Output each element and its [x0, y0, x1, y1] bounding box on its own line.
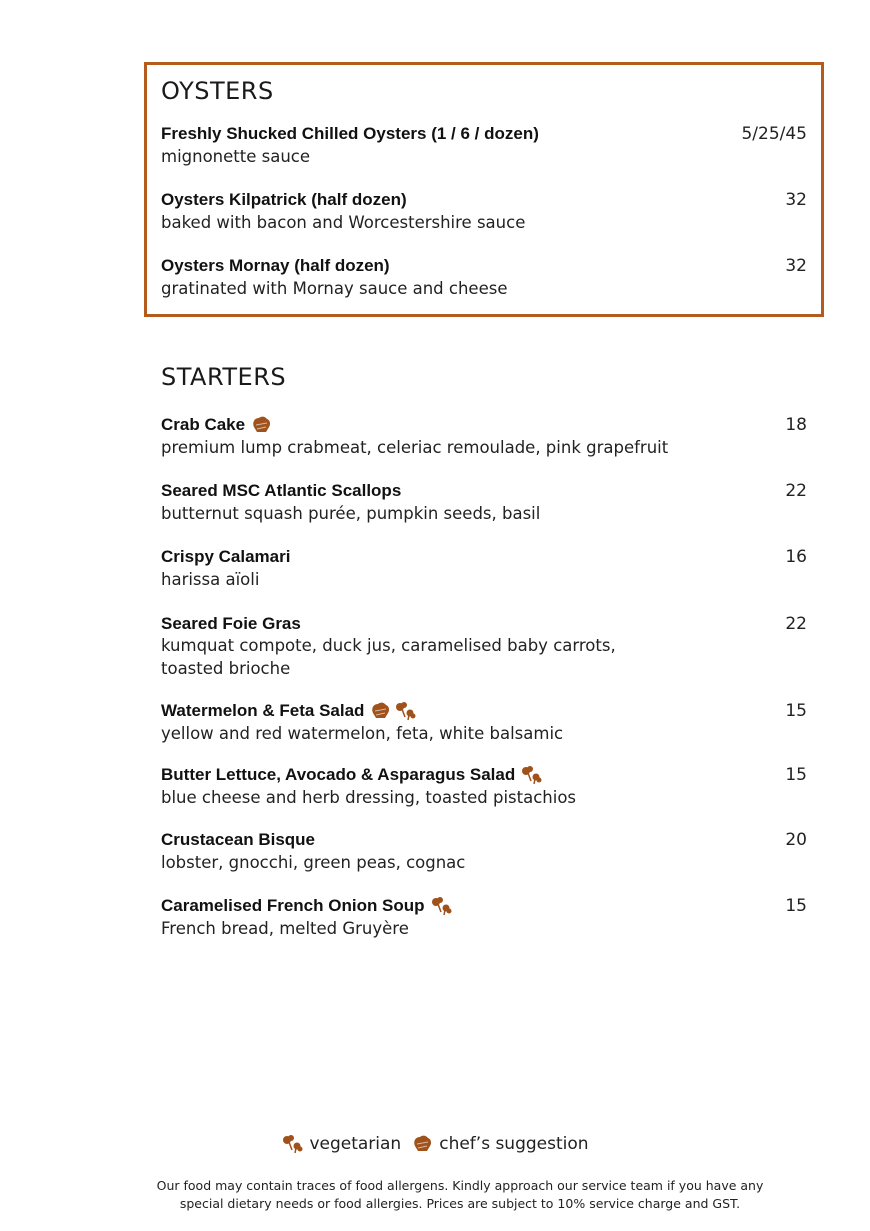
item-name: Freshly Shucked Chilled Oysters (1 / 6 / dozen): [161, 124, 539, 143]
item-description: harissa aïoli: [161, 570, 260, 589]
menu-item: [161, 698, 807, 745]
menu-item: [161, 187, 807, 234]
chef-suggestion-label: chef’s suggestion: [439, 1134, 589, 1154]
item-price: 22: [785, 481, 807, 501]
item-price: 15: [785, 701, 807, 721]
item-price: 15: [785, 896, 807, 916]
item-description: lobster, gnocchi, green peas, cognac: [161, 853, 466, 872]
item-name: Crab Cake: [161, 415, 246, 434]
item-name: Seared MSC Atlantic Scallops: [161, 481, 402, 500]
item-description: kumquat compote, duck jus, caramelised baby carrots,: [161, 636, 616, 655]
item-name-row: [161, 765, 542, 785]
item-price: 16: [785, 547, 807, 567]
menu-item: [161, 762, 807, 809]
allergen-note-line1: Our food may contain traces of food allergens. Kindly approach our service team if you have any: [156, 1178, 764, 1193]
menu-item: [161, 827, 807, 874]
menu-item: [161, 544, 807, 591]
oysters-section-title: OYSTERS: [161, 77, 274, 105]
item-price: 15: [785, 765, 807, 785]
menu-item: [161, 478, 807, 525]
item-description: yellow and red watermelon, feta, white balsamic: [161, 724, 564, 743]
vegetarian-icon: [430, 896, 452, 916]
item-price: 20: [785, 830, 807, 850]
vegetarian-label: vegetarian: [309, 1134, 402, 1154]
chef-suggestion-icon: [369, 701, 391, 721]
item-name-row: [161, 701, 416, 721]
item-description-line2: toasted brioche: [161, 659, 291, 678]
menu-item: [161, 893, 807, 940]
vegetarian-icon: [520, 765, 542, 785]
item-price: 32: [785, 256, 807, 276]
icon-legend: [0, 1134, 870, 1154]
allergen-note-line2: special dietary needs or food allergies. Prices are subject to 10% service charge and GST.: [179, 1196, 741, 1211]
item-price: 5/25/45: [741, 124, 807, 144]
allergen-note: [150, 1177, 770, 1213]
chef-suggestion-icon: [411, 1134, 433, 1154]
item-name: Crustacean Bisque: [161, 830, 315, 849]
item-name: Oysters Mornay (half dozen): [161, 256, 390, 275]
item-price: 18: [785, 415, 807, 435]
starters-section-title: STARTERS: [161, 363, 287, 391]
menu-item: [161, 121, 807, 168]
item-name: Watermelon & Feta Salad: [161, 701, 365, 720]
menu-item: [161, 412, 807, 459]
item-price: 32: [785, 190, 807, 210]
item-name-row: [161, 896, 452, 916]
item-name: Oysters Kilpatrick (half dozen): [161, 190, 407, 209]
item-name: Caramelised French Onion Soup: [161, 896, 425, 915]
item-description: French bread, melted Gruyère: [161, 919, 409, 938]
chef-suggestion-icon: [250, 415, 272, 435]
item-name: Crispy Calamari: [161, 547, 291, 566]
item-description: premium lump crabmeat, celeriac remoulade, pink grapefruit: [161, 438, 669, 457]
item-name: Butter Lettuce, Avocado & Asparagus Salad: [161, 765, 516, 784]
item-description: gratinated with Mornay sauce and cheese: [161, 279, 508, 298]
item-price: 22: [785, 614, 807, 634]
menu-item: [161, 611, 807, 680]
item-name: Seared Foie Gras: [161, 614, 301, 633]
vegetarian-icon: [281, 1134, 303, 1154]
item-name-row: [161, 415, 272, 435]
item-description: butternut squash purée, pumpkin seeds, basil: [161, 504, 541, 523]
item-description: baked with bacon and Worcestershire sauce: [161, 213, 526, 232]
item-description: mignonette sauce: [161, 147, 311, 166]
menu-item: [161, 253, 807, 300]
item-description: blue cheese and herb dressing, toasted pistachios: [161, 788, 577, 807]
vegetarian-icon: [394, 701, 416, 721]
